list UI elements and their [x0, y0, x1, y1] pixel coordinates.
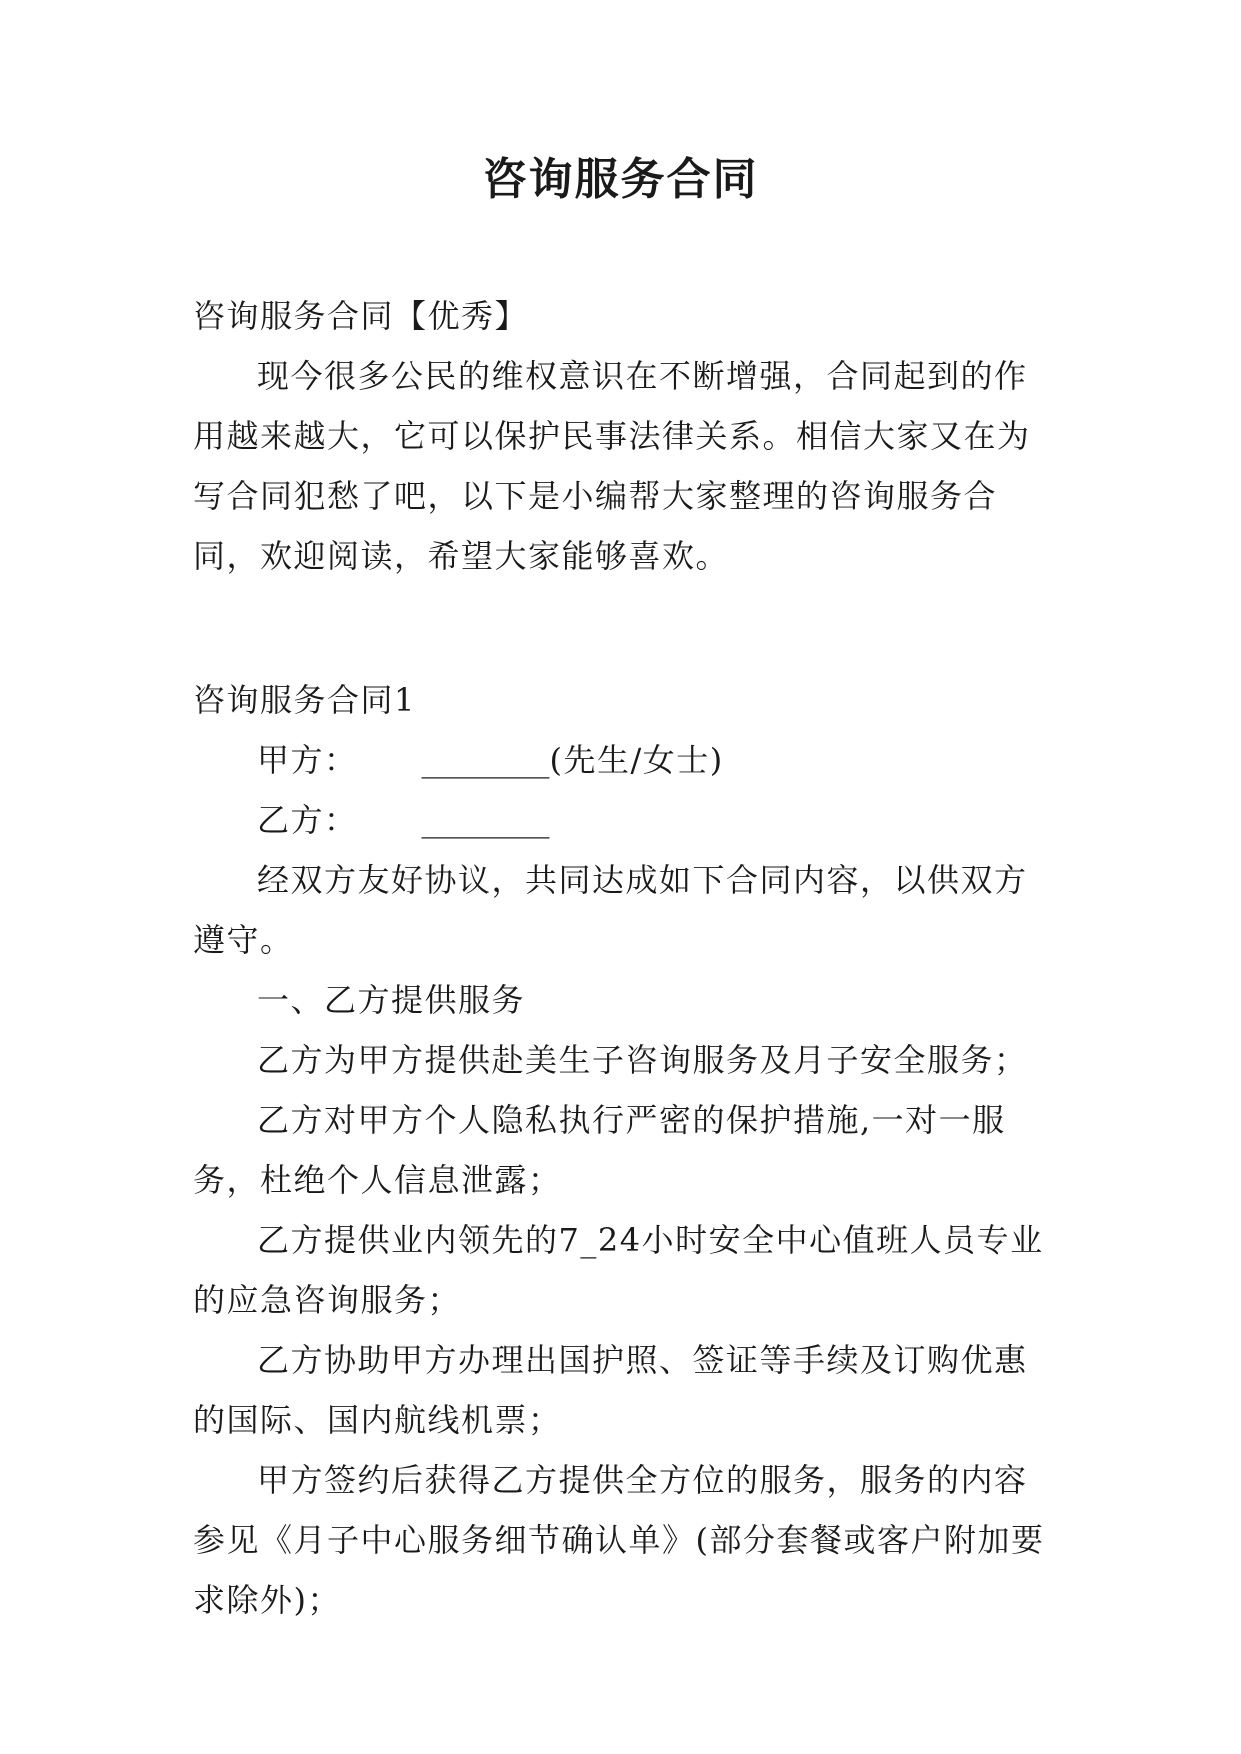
clause-item: 乙方为甲方提供赴美生子咨询服务及月子安全服务；	[257, 1041, 1028, 1079]
agreement-paragraph: 经双方友好协议，共同达成如下合同内容，以供双方遵守。	[193, 861, 1028, 959]
party-a-line	[193, 730, 1055, 790]
document-title: 咨询服务合同	[482, 154, 759, 205]
document-subtitle: 咨询服务合同【优秀】	[193, 297, 529, 335]
section-heading: 咨询服务合同1	[193, 681, 416, 719]
party-b-label: 乙方：	[257, 801, 358, 839]
clause-heading: 一、乙方提供服务	[257, 981, 526, 1019]
clause-item: 甲方签约后获得乙方提供全方位的服务，服务的内容参见《月子中心服务细节确认单》(部分套餐或客户附加要求除外)；	[193, 1461, 1045, 1619]
clause-item: 乙方对甲方个人隐私执行严密的保护措施,一对一服务，杜绝个人信息泄露；	[193, 1101, 1006, 1199]
intro-paragraph: 现今很多公民的维权意识在不断增强，合同起到的作用越来越大，它可以保护民事法律关系。相信大家又在为写合同犯愁了吧，以下是小编帮大家整理的咨询服务合同，欢迎阅读，希望大家能够喜欢。	[193, 357, 1031, 575]
party-b-blank: ________	[421, 801, 550, 839]
party-a-blank: ________	[421, 741, 550, 779]
party-b-line	[193, 790, 1055, 850]
section-spacer	[193, 586, 1055, 670]
document-body	[193, 286, 1055, 1630]
party-a-suffix: (先生/女士)	[549, 741, 724, 779]
party-a-label: 甲方：	[257, 741, 358, 779]
clause-item: 乙方提供业内领先的7_24小时安全中心值班人员专业的应急咨询服务；	[193, 1221, 1044, 1319]
clause-item: 乙方协助甲方办理出国护照、签证等手续及订购优惠的国际、国内航线机票；	[193, 1341, 1028, 1439]
